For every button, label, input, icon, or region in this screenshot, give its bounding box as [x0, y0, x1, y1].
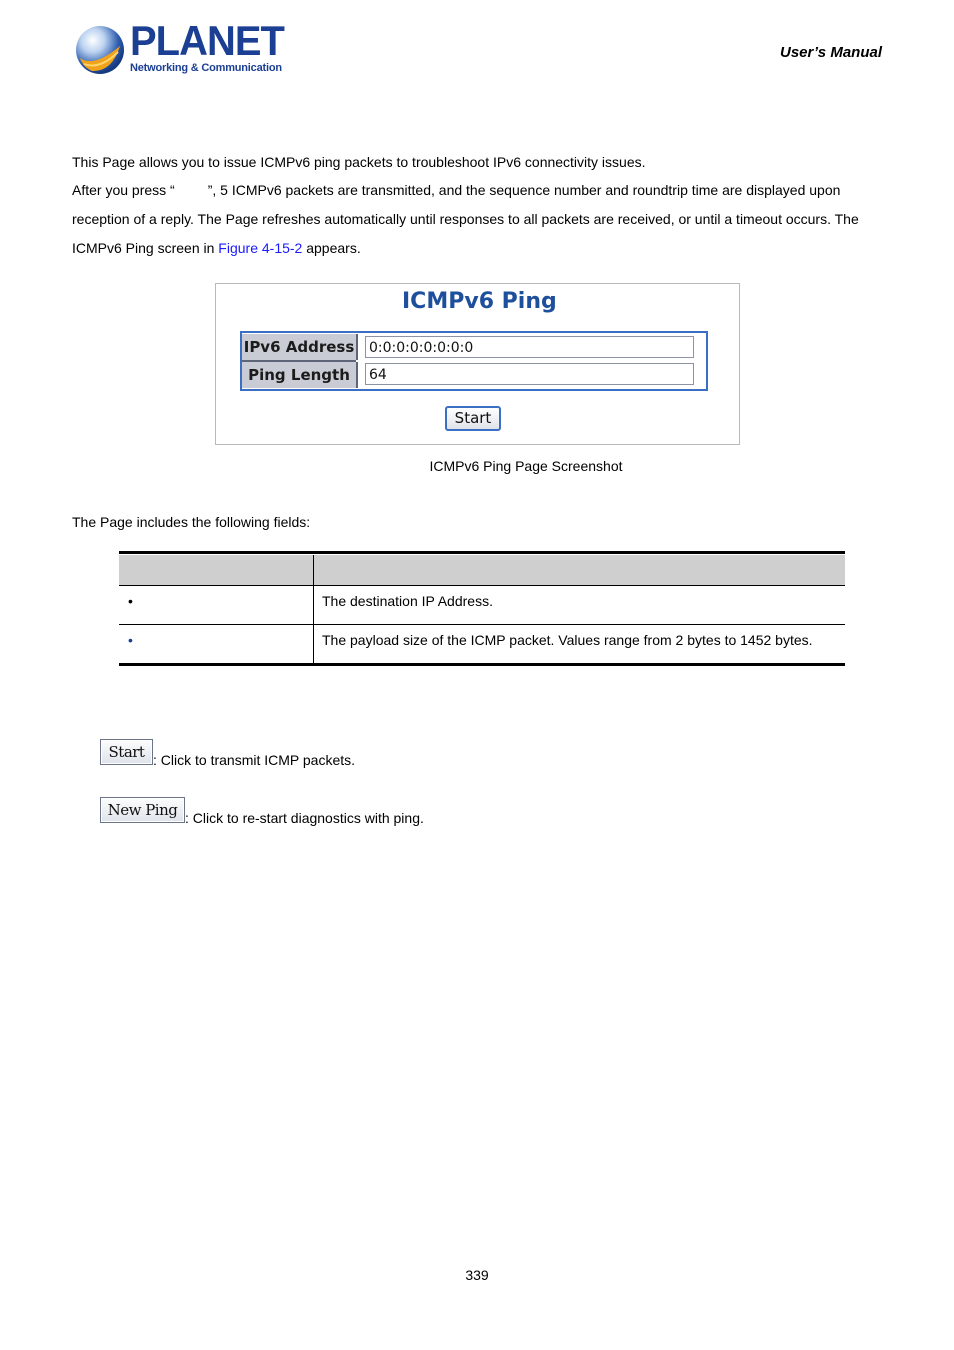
start-button[interactable]: Start [100, 739, 153, 765]
intro-line-2b: ”, 5 ICMPv6 packets are transmitted, and the sequence number and roundtrip time are displayed upon [207, 182, 841, 198]
table-top-rule [119, 551, 845, 554]
figure-caption: ICMPv6 Ping Page Screenshot [429, 458, 623, 474]
table-row-line [119, 624, 845, 625]
page-number: 339 [465, 1267, 489, 1283]
manual-title: User’s Manual [780, 44, 882, 61]
intro-line-3: reception of a reply. The Page refreshes automatically until responses to all packets are received, or until a timeout occurs. The [72, 211, 859, 227]
table-row-bullet: • [128, 593, 133, 609]
ping-length-label: Ping Length [242, 362, 358, 388]
intro-line-2 [72, 181, 840, 199]
intro-line-4 [72, 239, 361, 257]
screenshot-title: ICMPv6 Ping [402, 289, 557, 314]
fields-intro: The Page includes the following fields: [72, 514, 311, 530]
ipv6-address-label: IPv6 Address [242, 334, 358, 360]
logo-wordmark: PLANET [130, 17, 284, 64]
logo-tagline: Networking & Communication [130, 62, 282, 74]
table-column-divider [313, 555, 314, 663]
screenshot-start-button[interactable]: Start [445, 406, 501, 431]
intro-line-4b: appears. [302, 240, 361, 256]
globe-icon [74, 24, 126, 76]
table-row-description: The payload size of the ICMP packet. Values range from 2 bytes to 1452 bytes. [322, 632, 813, 648]
table-row-bullet: • [128, 632, 133, 648]
ping-length-input[interactable]: 64 [365, 363, 694, 385]
ipv6-address-input[interactable]: 0:0:0:0:0:0:0:0 [365, 336, 694, 358]
intro-line-2a: After you press “ [72, 182, 175, 198]
table-row-line [119, 585, 845, 586]
new-ping-button[interactable]: New Ping [100, 797, 185, 823]
table-row-description: The destination IP Address. [322, 593, 493, 609]
intro-line-4a: ICMPv6 Ping screen in [72, 240, 219, 256]
ping-form [240, 331, 708, 391]
table-header-row [119, 555, 845, 585]
new-ping-button-description: : Click to re-start diagnostics with ping. [185, 810, 424, 826]
table-bottom-rule [119, 663, 845, 666]
start-button-description: : Click to transmit ICMP packets. [153, 752, 356, 768]
figure-link[interactable]: Figure 4-15-2 [218, 240, 303, 256]
intro-line-1: This Page allows you to issue ICMPv6 ping packets to troubleshoot IPv6 connectivity issues. [72, 154, 646, 170]
